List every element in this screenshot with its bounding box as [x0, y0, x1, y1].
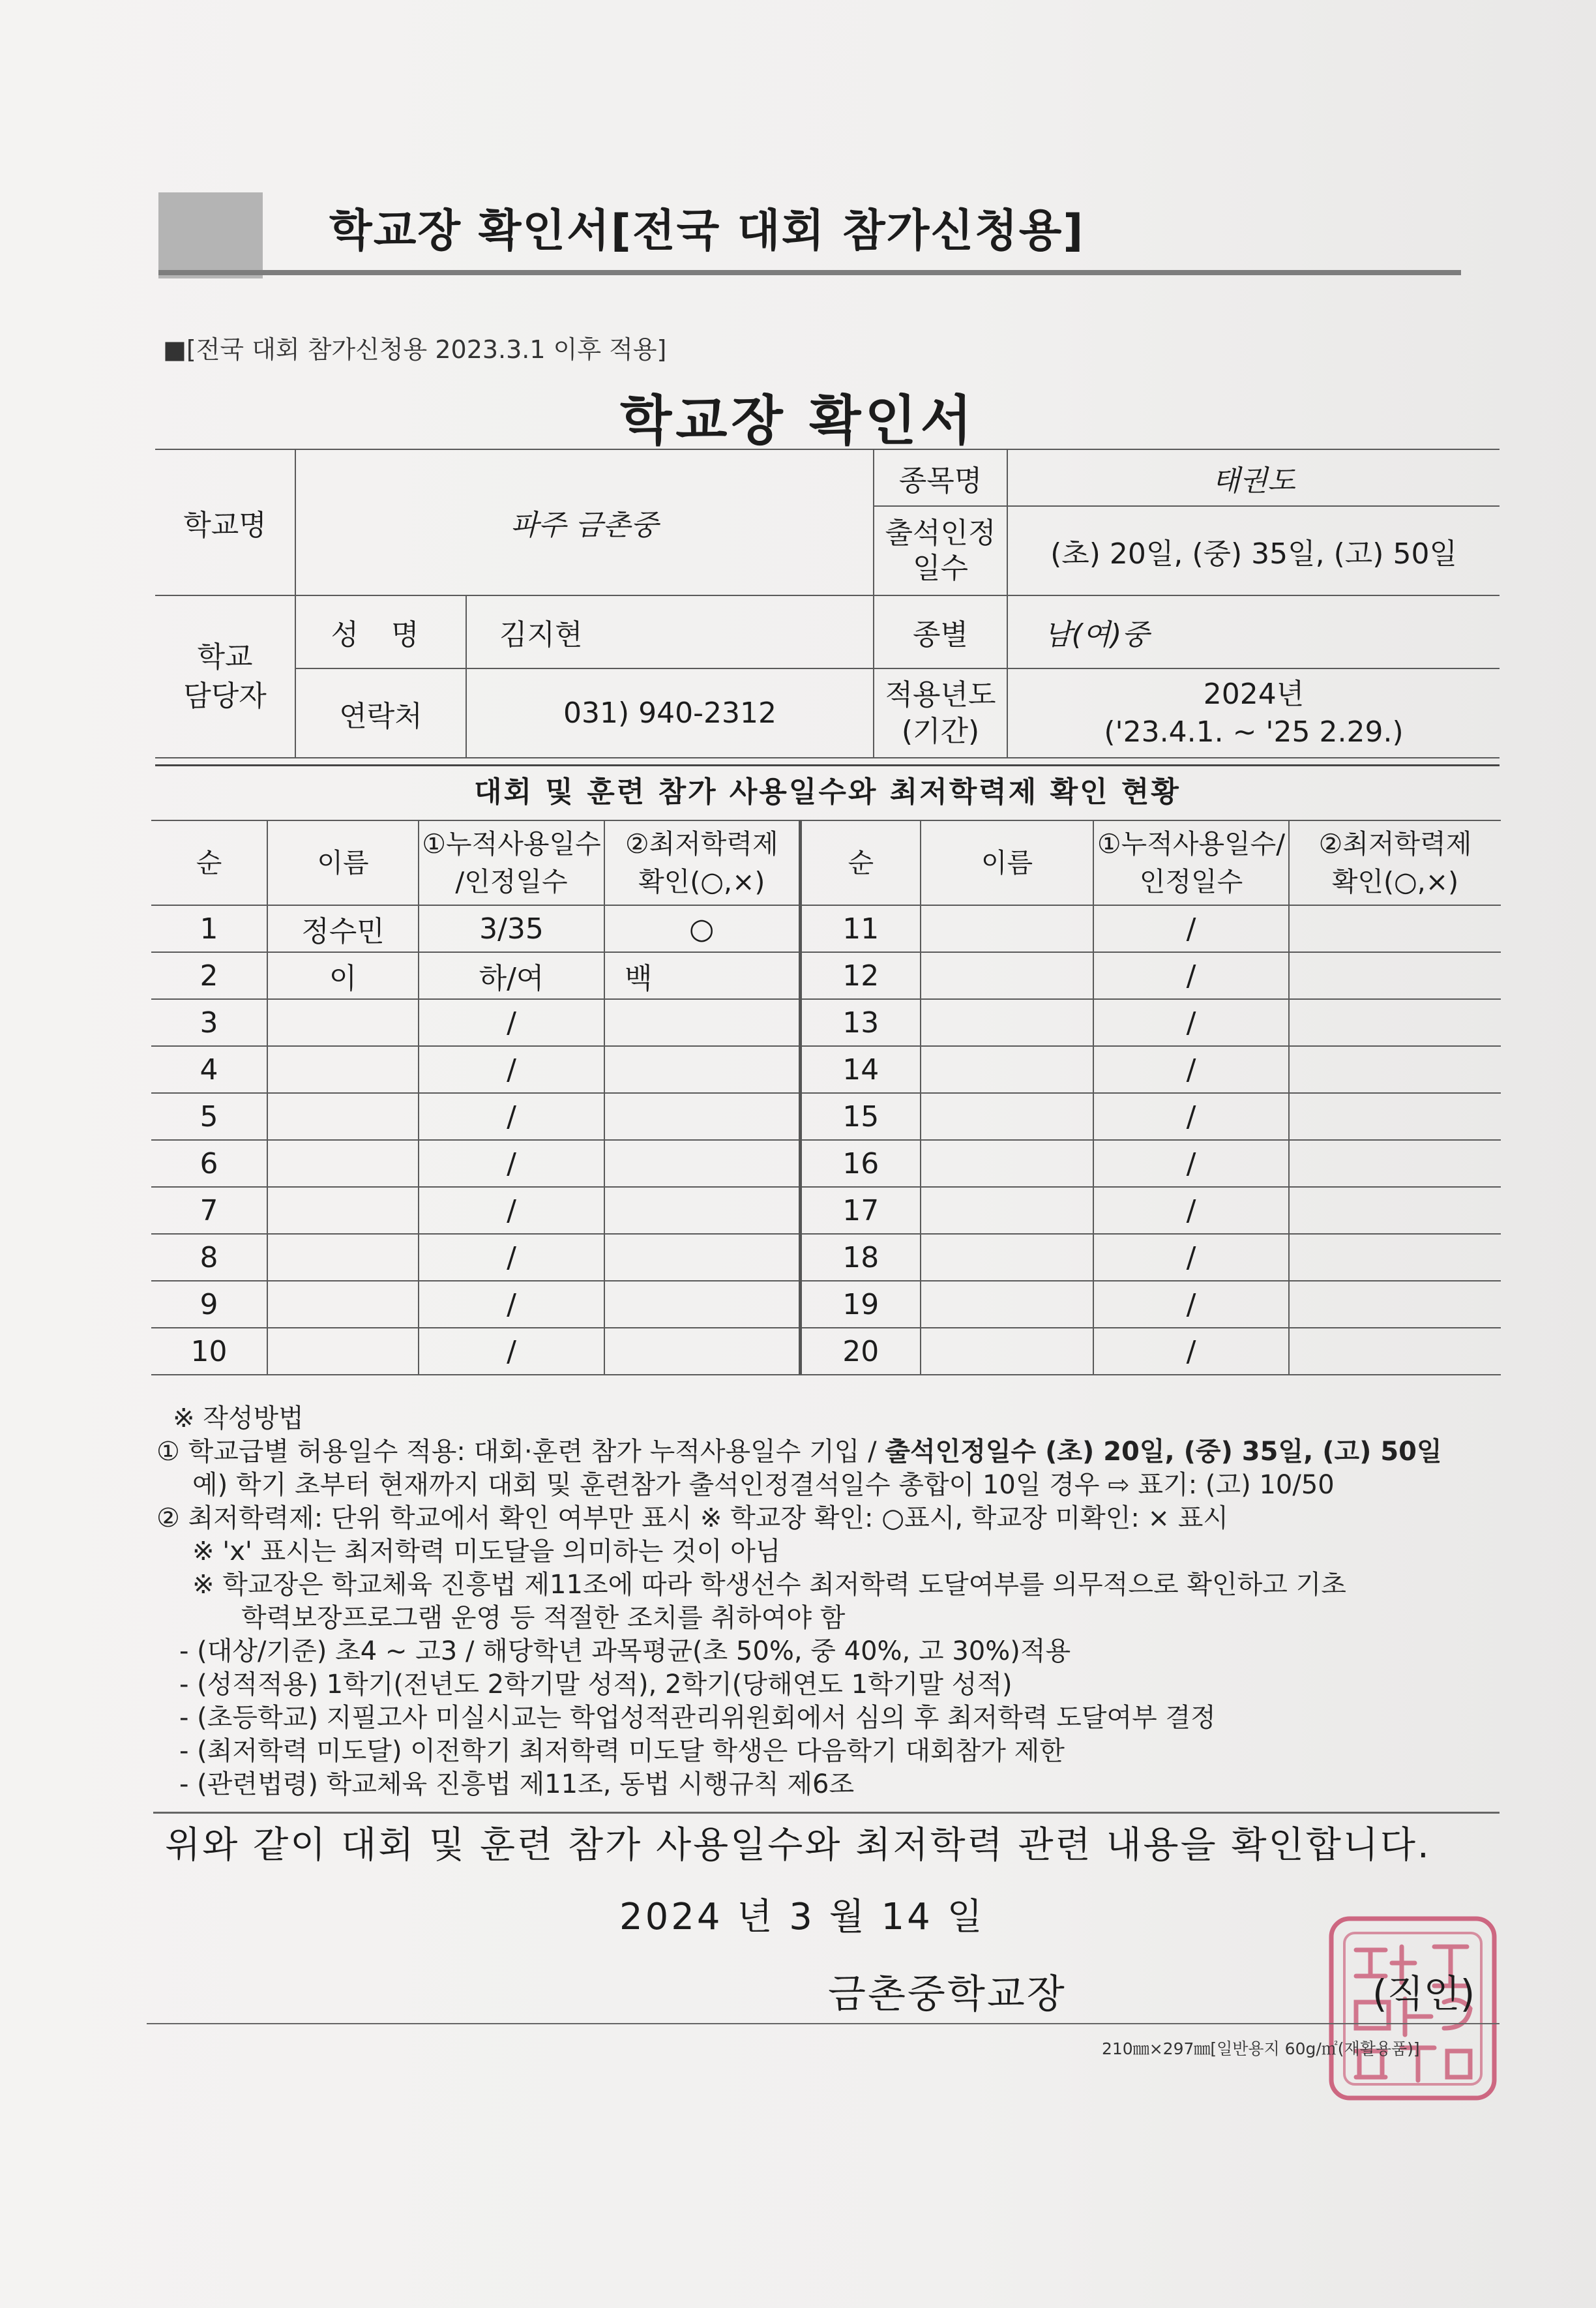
cell-right-name: [921, 1328, 1093, 1375]
document-title: 학교장 확인서: [620, 390, 976, 452]
instruction-line-5: ※ 학교장은 학교체육 진흥법 제11조에 따라 학생선수 최저학력 도달여부를 의무적으로 확인하고 기초: [192, 1570, 1346, 1600]
header-days-right-line2: 인정일수: [1139, 866, 1243, 897]
cell-left-check: [604, 1046, 800, 1093]
attendance-label-line2: 일수: [913, 551, 969, 585]
cell-right-days: /: [1093, 1140, 1289, 1187]
header-underline: [158, 270, 1461, 275]
header-no: 순: [151, 820, 267, 905]
cell-left-check: [604, 1234, 800, 1281]
cell-left-days: /: [419, 1281, 604, 1328]
table-row: [151, 1093, 1501, 1140]
instruction-line-11: - (관련법령) 학교체육 진흥법 제11조, 동법 시행규칙 제6조: [179, 1769, 855, 1799]
cell-right-check: [1289, 1046, 1501, 1093]
cell-left-name: 정수민: [267, 905, 419, 952]
header-grade-right-line2: 확인(○,×): [1331, 866, 1459, 897]
cell-right-no: 15: [800, 1093, 921, 1140]
notes-divider: [153, 1812, 1500, 1814]
participation-table: [151, 820, 1501, 1375]
cell-right-no: 13: [800, 999, 921, 1046]
cell-left-name: [267, 1234, 419, 1281]
instruction-line-1: [156, 1435, 1500, 1469]
cell-right-days: /: [1093, 1281, 1289, 1328]
school-label: 학교명: [155, 449, 295, 595]
cell-left-name: 이: [267, 952, 419, 999]
cell-left-no: 8: [151, 1234, 267, 1281]
year-label: [874, 668, 1007, 758]
cell-right-days: /: [1093, 1234, 1289, 1281]
instruction-line-3: ② 최저학력제: 단위 학교에서 확인 여부만 표시 ※ 학교장 확인: ○표시, 학교장 미확인: × 표시: [156, 1503, 1229, 1533]
cell-right-name: [921, 1093, 1093, 1140]
cell-right-days: /: [1093, 1187, 1289, 1234]
cell-left-name: [267, 999, 419, 1046]
instructions-heading: ※ 작성방법: [173, 1403, 304, 1433]
cell-right-check: [1289, 1140, 1501, 1187]
table-row: [151, 1328, 1501, 1375]
principal-title: 금촌중학교장: [828, 1971, 1067, 2017]
table-row: [151, 1234, 1501, 1281]
header-title: 학교장 확인서[전국 대회 참가신청용]: [329, 205, 1085, 257]
gender-label: 종별: [874, 595, 1007, 668]
seal-label: (직인): [1372, 1971, 1475, 2016]
cell-right-check: [1289, 1093, 1501, 1140]
cell-right-check: [1289, 952, 1501, 999]
section-title: 대회 및 훈련 참가 사용일수와 최저학력제 확인 현황: [155, 764, 1500, 818]
cell-left-check: [604, 999, 800, 1046]
instruction-line-2: 예) 학기 초부터 현재까지 대회 및 훈련참가 출석인정결석일수 총합이 10일 경우 ⇨ 표기: (고) 10/50: [192, 1470, 1335, 1500]
table-header-row: [151, 820, 1501, 905]
cell-right-check: [1289, 905, 1501, 952]
cell-right-days: /: [1093, 905, 1289, 952]
instruction-line-1b: 출석인정일수 (초) 20일, (중) 35일, (고) 50일: [885, 1437, 1442, 1467]
cell-right-days: /: [1093, 952, 1289, 999]
table-row: [151, 952, 1501, 999]
cell-left-no: 6: [151, 1140, 267, 1187]
table-row: [151, 1046, 1501, 1093]
cell-left-name: [267, 1328, 419, 1375]
instruction-line-9: - (초등학교) 지필고사 미실시교는 학업성적관리위원회에서 심의 후 최저학력 도달여부 결정: [179, 1703, 1216, 1733]
cell-right-days: /: [1093, 999, 1289, 1046]
cell-left-no: 4: [151, 1046, 267, 1093]
cell-left-name: [267, 1140, 419, 1187]
cell-right-name: [921, 1187, 1093, 1234]
cell-left-days: /: [419, 1140, 604, 1187]
cell-left-no: 2: [151, 952, 267, 999]
cell-left-days: 하/여: [419, 952, 604, 999]
manager-label-line2: 담당자: [183, 679, 267, 713]
cell-left-days: /: [419, 1046, 604, 1093]
table-row: [151, 1140, 1501, 1187]
cell-right-no: 12: [800, 952, 921, 999]
cell-right-name: [921, 1281, 1093, 1328]
attendance-label: [874, 506, 1007, 595]
cell-left-check: [604, 1328, 800, 1375]
cell-right-check: [1289, 1281, 1501, 1328]
cell-left-days: /: [419, 1187, 604, 1234]
contact-value: 031) 940-2312: [466, 668, 874, 758]
header-grade: [604, 820, 800, 905]
cell-left-days: 3/35: [419, 905, 604, 952]
instruction-line-10: - (최저학력 미도달) 이전학기 최저학력 미도달 학생은 다음학기 대회참가 제한: [179, 1736, 1065, 1766]
cell-right-check: [1289, 1328, 1501, 1375]
cell-left-check: [604, 1140, 800, 1187]
cell-right-no: 19: [800, 1281, 921, 1328]
header-days-line2: /인정일수: [455, 866, 568, 897]
cell-right-no: 20: [800, 1328, 921, 1375]
table-row: [151, 1281, 1501, 1328]
cell-right-name: [921, 905, 1093, 952]
table-row: [151, 1187, 1501, 1234]
info-table: [155, 449, 1500, 758]
cell-left-check: 백: [604, 952, 800, 999]
cell-left-days: /: [419, 1328, 604, 1375]
cell-left-check: [604, 1281, 800, 1328]
name-value: 김지현: [466, 595, 874, 668]
instruction-line-4: ※ 'x' 표시는 최저학력 미도달을 의미하는 것이 아님: [192, 1536, 781, 1566]
header-days-right-line1: ①누적사용일수/: [1097, 828, 1286, 860]
cell-left-no: 10: [151, 1328, 267, 1375]
cell-right-name: [921, 999, 1093, 1046]
cell-right-days: /: [1093, 1046, 1289, 1093]
header-days-right: [1093, 820, 1289, 905]
header-name-right: 이름: [921, 820, 1093, 905]
cell-right-no: 16: [800, 1140, 921, 1187]
header-grade-right-line1: ②최저학력제: [1318, 828, 1472, 860]
cell-left-days: /: [419, 1234, 604, 1281]
manager-label-line1: 학교: [197, 640, 253, 674]
attendance-value: (초) 20일, (중) 35일, (고) 50일: [1007, 506, 1500, 595]
cell-left-name: [267, 1281, 419, 1328]
header-days-line1: ①누적사용일수: [422, 828, 601, 860]
year-value: [1007, 668, 1500, 758]
cell-right-days: /: [1093, 1328, 1289, 1375]
header-gray-block: [158, 192, 263, 278]
cell-left-days: /: [419, 999, 604, 1046]
header-no-right: 순: [800, 820, 921, 905]
cell-left-name: [267, 1046, 419, 1093]
cell-right-days: /: [1093, 1093, 1289, 1140]
cell-left-name: [267, 1187, 419, 1234]
cell-right-check: [1289, 1187, 1501, 1234]
cell-left-no: 1: [151, 905, 267, 952]
cell-left-days: /: [419, 1093, 604, 1140]
instruction-line-1a: ① 학교급별 허용일수 적용: 대회·훈련 참가 누적사용일수 기입 /: [156, 1437, 885, 1467]
gender-value: 남(여)중: [1007, 595, 1500, 668]
header-grade-line1: ②최저학력제: [625, 828, 778, 860]
header-days: [419, 820, 604, 905]
cell-right-no: 17: [800, 1187, 921, 1234]
applicability-note: ■[전국 대회 참가신청용 2023.3.1 이후 적용]: [163, 335, 667, 364]
cell-right-check: [1289, 999, 1501, 1046]
paper-spec-note: 210㎜×297㎜[일반용지 60g/㎡(재활용품)]: [1102, 2039, 1420, 2058]
cell-left-check: [604, 1187, 800, 1234]
contact-label: 연락처: [295, 668, 466, 758]
cell-right-no: 11: [800, 905, 921, 952]
year-label-line2: (기간): [901, 714, 980, 748]
cell-left-no: 3: [151, 999, 267, 1046]
cell-right-check: [1289, 1234, 1501, 1281]
year-value-line2: ('23.4.1. ~ '25 2.29.): [1104, 715, 1404, 749]
header-grade-line2: 확인(○,×): [638, 866, 765, 897]
cell-right-name: [921, 1046, 1093, 1093]
cell-right-no: 14: [800, 1046, 921, 1093]
cell-right-name: [921, 1234, 1093, 1281]
cell-left-check: ○: [604, 905, 800, 952]
year-label-line1: 적용년도: [885, 678, 996, 712]
cell-left-no: 7: [151, 1187, 267, 1234]
year-value-line1: 2024년: [1203, 677, 1305, 711]
cell-right-name: [921, 1140, 1093, 1187]
instructions: [156, 1402, 1500, 1801]
instruction-line-8: - (성적적용) 1학기(전년도 2학기말 성적), 2학기(당해연도 1학기말 성적): [179, 1670, 1012, 1700]
table-row: [151, 999, 1501, 1046]
instruction-line-6: 학력보장프로그램 운영 등 적절한 조치를 취하여야 함: [241, 1603, 846, 1633]
manager-label: [155, 595, 295, 758]
name-label: 성 명: [295, 595, 466, 668]
table-row: [151, 905, 1501, 952]
instruction-line-7: - (대상/기준) 초4 ~ 고3 / 해당학년 과목평균(초 50%, 중 40%, 고 30%)적용: [179, 1636, 1071, 1666]
footer-divider: [147, 2023, 1500, 2024]
cell-right-name: [921, 952, 1093, 999]
confirmation-statement: 위와 같이 대회 및 훈련 참가 사용일수와 최저학력 관련 내용을 확인합니다.: [165, 1824, 1431, 1866]
cell-left-no: 9: [151, 1281, 267, 1328]
event-value: 태권도: [1007, 449, 1500, 506]
header-grade-right: [1289, 820, 1501, 905]
cell-right-no: 18: [800, 1234, 921, 1281]
header-name: 이름: [267, 820, 419, 905]
event-label: 종목명: [874, 449, 1007, 506]
attendance-label-line1: 출석인정: [885, 516, 996, 550]
cell-left-name: [267, 1093, 419, 1140]
cell-left-check: [604, 1093, 800, 1140]
school-value: 파주 금촌중: [295, 449, 874, 595]
cell-left-no: 5: [151, 1093, 267, 1140]
confirmation-date: 2024 년 3 월 14 일: [619, 1896, 985, 1938]
